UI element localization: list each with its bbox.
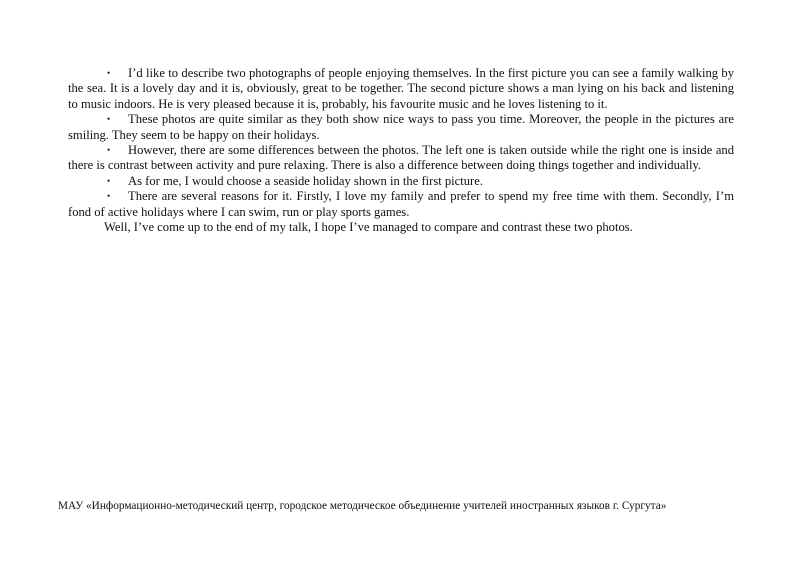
- bullet-icon: •: [107, 145, 111, 156]
- paragraph-text: I’d like to describe two photographs of people enjoying themselves. In the first picture you can see a family walking by the sea. It is a lovely day and it is, obviously, great to be together. The second picture shows a man lying on his back and listening to music indoors. He is very pleased because it is, probably, his favourite music and he loves listening to it.: [68, 66, 734, 111]
- bullet-paragraph-5: [68, 189, 734, 220]
- paragraph-text: These photos are quite similar as they both show nice ways to pass you time. Moreover, the people in the pictures are smiling. They seem to be happy on their holidays.: [68, 112, 734, 142]
- document-body: [68, 66, 734, 235]
- bullet-icon: •: [107, 191, 111, 202]
- bullet-icon: •: [107, 114, 111, 125]
- bullet-paragraph-4: [68, 174, 734, 189]
- paragraph-text: As for me, I would choose a seaside holiday shown in the first picture.: [128, 173, 483, 188]
- bullet-icon: •: [107, 68, 111, 78]
- bullet-icon: •: [107, 175, 111, 186]
- bullet-paragraph-3: [68, 143, 734, 174]
- closing-paragraph: Well, I’ve come up to the end of my talk, I hope I’ve managed to compare and contrast these two photos.: [104, 220, 633, 235]
- paragraph-text: There are several reasons for it. Firstly, I love my family and prefer to spend my free time with them. Secondly, I’m fond of active holidays where I can swim, run or play sports games.: [68, 189, 734, 219]
- paragraph-text: However, there are some differences between the photos. The left one is taken outside while the right one is inside and there is contrast between activity and pure relaxing. There is also a difference between doing things together and individually.: [68, 143, 734, 173]
- bullet-paragraph-2: [68, 112, 734, 143]
- page-footer: МАУ «Информационно-методический центр, городское методическое объединение учителей иностранных языков г. Сургута»: [58, 500, 667, 512]
- bullet-paragraph-1: [68, 66, 734, 112]
